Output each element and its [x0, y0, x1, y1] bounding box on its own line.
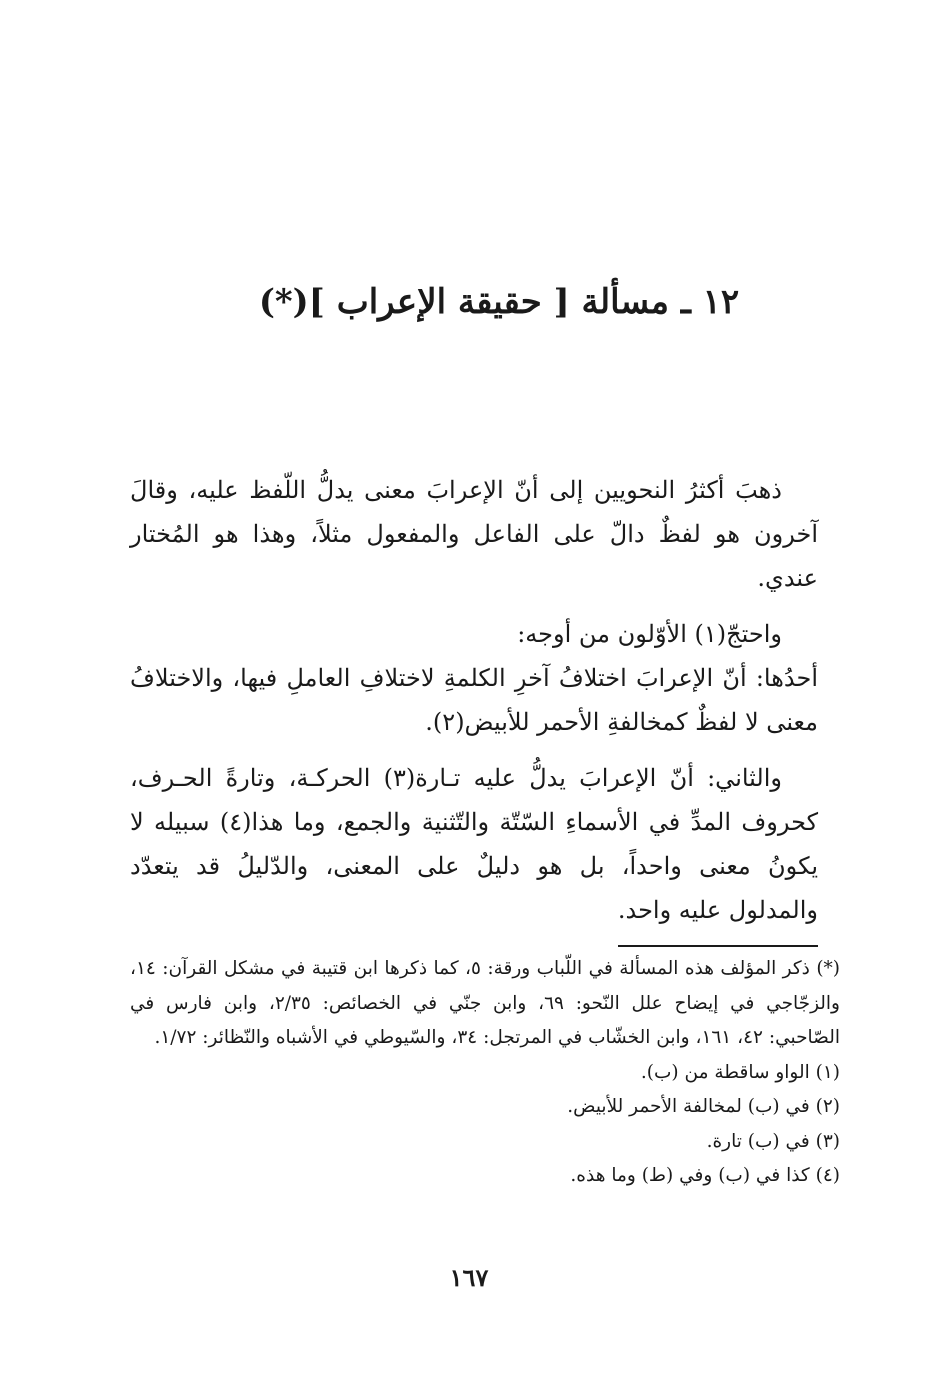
footnote-3: (٣) في (ب) تارة. [706, 1130, 840, 1152]
footnote-4: (٤) كذا في (ب) وفي (ط) وما هذه. [570, 1165, 840, 1186]
paragraph-argument-intro: واحتجّ(١) الأوّلون من أوجه: [517, 620, 782, 648]
footnote-1: (١) الواو ساقطة من (ب). [640, 1061, 840, 1083]
paragraph-intro: ذهبَ أكثرُ النحويين إلى أنّ الإعرابَ معنى يدلُّ اللّفظ عليه، وقالَ آخرون هو لفظٌ دالّ على الفاعل والمفعول مثلاً، وهذا هو المُختار عندي. [130, 476, 818, 592]
page-number: ١٦٧ [449, 1263, 489, 1292]
footnote-separator [618, 945, 818, 947]
paragraph-second-reason: والثاني: أنّ الإعرابَ يدلُّ عليه تـارة(٣) الحركـة، وتارةً الحـرف، كحروف المدِّ في الأسماءِ السّتّة والتّثنية والجمع، وما هذا(٤) سبيله لا يكونُ معنى واحداً، بل هو دليلٌ على المعنى، والدّليلُ قد يتعدّد والمدلول عليه واحد. [130, 764, 819, 924]
footnote-star: (*) ذكر المؤلف هذه المسألة في اللّباب ورقة: ٥، كما ذكرها ابن قتيبة في مشكل القرآن: ١٤، والزجّاجي في إيضاح علل النّحو: ٦٩، وابن جنّي في الخصائص: ٢/٣٥، وابن فارس في الصّاحبي: ٤٢، ١٦١، وابن الخشّاب في المرتجل: ٣٤، والسّيوطي في الأشباه والنّظائر: ١/٧٢. [130, 958, 840, 1048]
paragraph-first-reason: أحدُها: أنّ الإعرابَ اختلافُ آخرِ الكلمةِ لاختلافِ العاملِ فيها، والاختلافُ معنى لا لفظٌ كمخالفةِ الأحمر للأبيض(٢). [130, 664, 818, 736]
footnotes [130, 952, 840, 1194]
footnote-2: (٢) في (ب) لمخالفة الأحمر للأبيض. [567, 1096, 840, 1117]
main-text [130, 468, 818, 932]
chapter-title: ١٢ ـ مسألة [ حقيقة الإعراب ](*) [258, 282, 740, 322]
